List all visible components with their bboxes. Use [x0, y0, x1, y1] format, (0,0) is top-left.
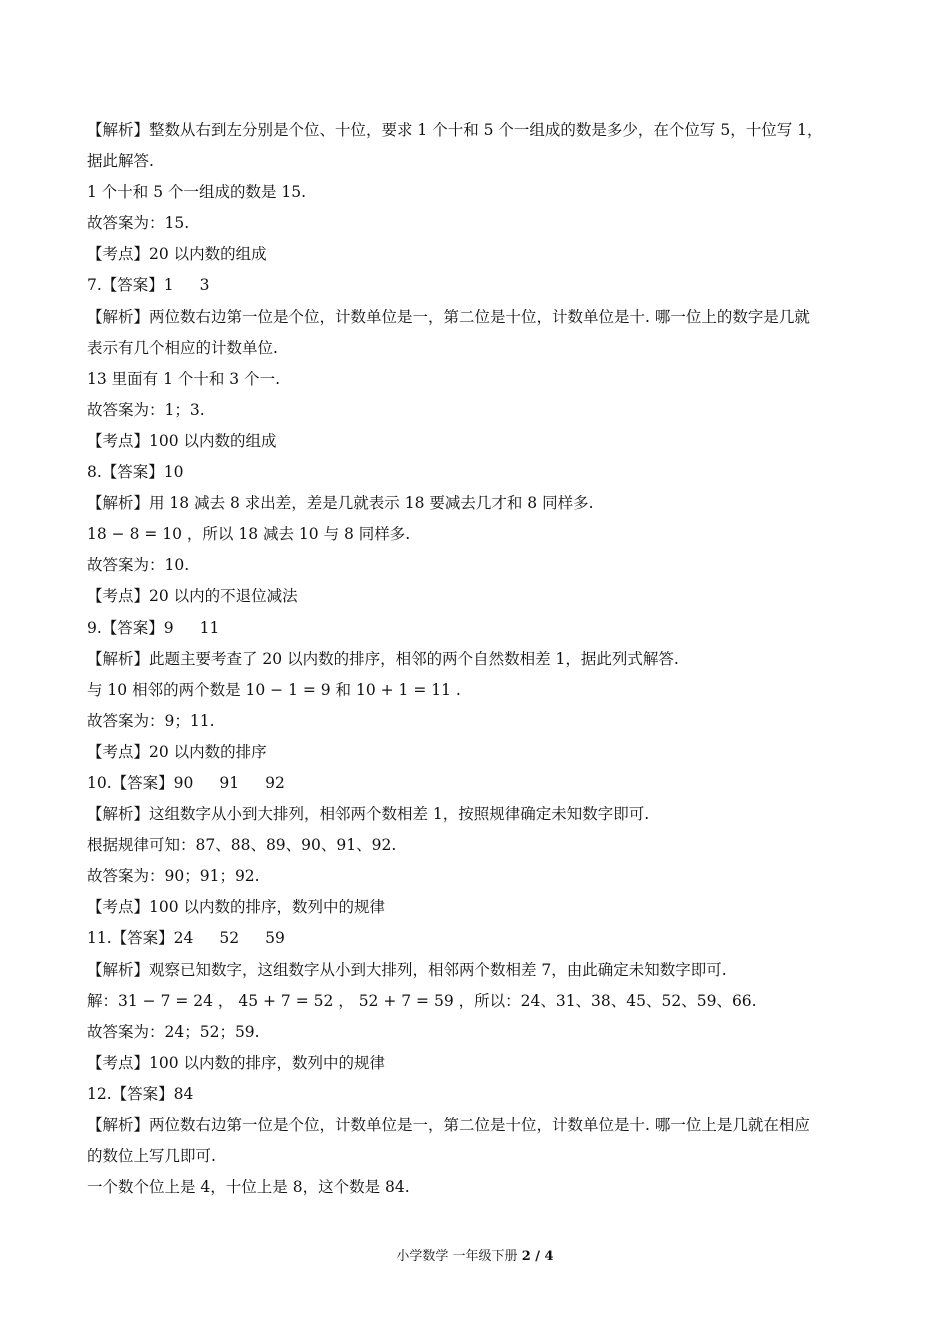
- question-9-answer: [87, 613, 877, 644]
- working-line: 解：31 − 7 = 24 ， 45 + 7 = 52 ， 52 + 7 = 59 ，所以：24、31、38、45、52、59、66.: [87, 991, 757, 1010]
- answer-value: 92: [265, 773, 285, 792]
- analysis-line-11: 【解析】观察已知数字，这组数字从小到大排列，相邻两个数相差 7，由此确定未知数字即可.: [87, 960, 727, 979]
- answer-label: 11.【答案】24: [87, 929, 194, 948]
- document-body: [87, 115, 877, 1203]
- analysis-line-12: 【解析】两位数右边第一位是个位，计数单位是一，第二位是十位，计数单位是十. 哪一位上是几就在相应: [87, 1116, 810, 1134]
- page-number: 2 / 4: [521, 1249, 554, 1264]
- topic-line: 【考点】100 以内数的排序，数列中的规律: [87, 898, 386, 917]
- topic-line: 【考点】20 以内的不退位减法: [87, 587, 298, 606]
- question-11-answer: [87, 923, 877, 954]
- working-line: 根据规律可知：87、88、89、90、91、92.: [87, 836, 397, 855]
- topic-line: 【考点】100 以内数的排序，数列中的规律: [87, 1053, 386, 1072]
- working-line: 13 里面有 1 个十和 3 个一.: [87, 369, 281, 388]
- analysis-line-7: 【解析】两位数右边第一位是个位，计数单位是一，第二位是十位，计数单位是十. 哪一位上的数字是几就: [87, 307, 810, 326]
- topic-line: 【考点】20 以内数的排序: [87, 742, 267, 761]
- answer-line: 故答案为：15.: [87, 214, 190, 233]
- answer-value: 3: [199, 276, 210, 295]
- answer-line: 故答案为：90；91；92.: [87, 867, 260, 886]
- answer-line: 故答案为：1；3.: [87, 400, 205, 419]
- answer-value: 91: [219, 773, 240, 792]
- analysis-line-6: 【解析】整数从右到左分别是个位、十位，要求 1 个十和 5 个一组成的数是多少，在个位写 5，十位写 1，: [87, 121, 823, 139]
- question-10-answer: [87, 768, 877, 799]
- analysis-line-7-cont: 表示有几个相应的计数单位.: [87, 338, 278, 357]
- answer-label: 7.【答案】1: [87, 276, 174, 295]
- analysis-line-10: 【解析】这组数字从小到大排列，相邻两个数相差 1，按照规律确定未知数字即可.: [87, 805, 650, 824]
- working-line: 1 个十和 5 个一组成的数是 15.: [87, 183, 307, 202]
- answer-value: 52: [219, 929, 240, 948]
- topic-line: 【考点】20 以内数的组成: [87, 245, 267, 264]
- question-8-answer: 8.【答案】10: [87, 463, 184, 482]
- answer-line: 故答案为：10.: [87, 556, 190, 575]
- working-line: 18 − 8 = 10 ，所以 18 减去 10 与 8 同样多.: [87, 525, 411, 544]
- answer-value: 11: [199, 618, 220, 637]
- footer-label: 小学数学 一年级下册: [396, 1249, 518, 1264]
- topic-line: 【考点】100 以内数的组成: [87, 431, 277, 450]
- analysis-line-6-cont: 据此解答.: [87, 152, 154, 171]
- analysis-line-12-cont: 的数位上写几即可.: [87, 1147, 216, 1166]
- working-line: 与 10 相邻的两个数是 10 − 1 = 9 和 10 + 1 = 11 .: [87, 680, 461, 699]
- answer-label: 10.【答案】90: [87, 773, 194, 792]
- answer-line: 故答案为：24；52；59.: [87, 1022, 260, 1041]
- analysis-line-9: 【解析】此题主要考查了 20 以内数的排序，相邻的两个自然数相差 1，据此列式解答.: [87, 649, 679, 668]
- answer-line: 故答案为：9；11.: [87, 711, 215, 730]
- working-line: 一个数个位上是 4，十位上是 8，这个数是 84.: [87, 1178, 410, 1197]
- answer-label: 9.【答案】9: [87, 618, 174, 637]
- question-7-answer: [87, 270, 877, 301]
- analysis-line-8: 【解析】用 18 减去 8 求出差，差是几就表示 18 要减去几才和 8 同样多.: [87, 494, 594, 513]
- page-footer: [0, 1245, 950, 1264]
- question-12-answer: 12.【答案】84: [87, 1084, 194, 1103]
- answer-value: 59: [265, 929, 285, 948]
